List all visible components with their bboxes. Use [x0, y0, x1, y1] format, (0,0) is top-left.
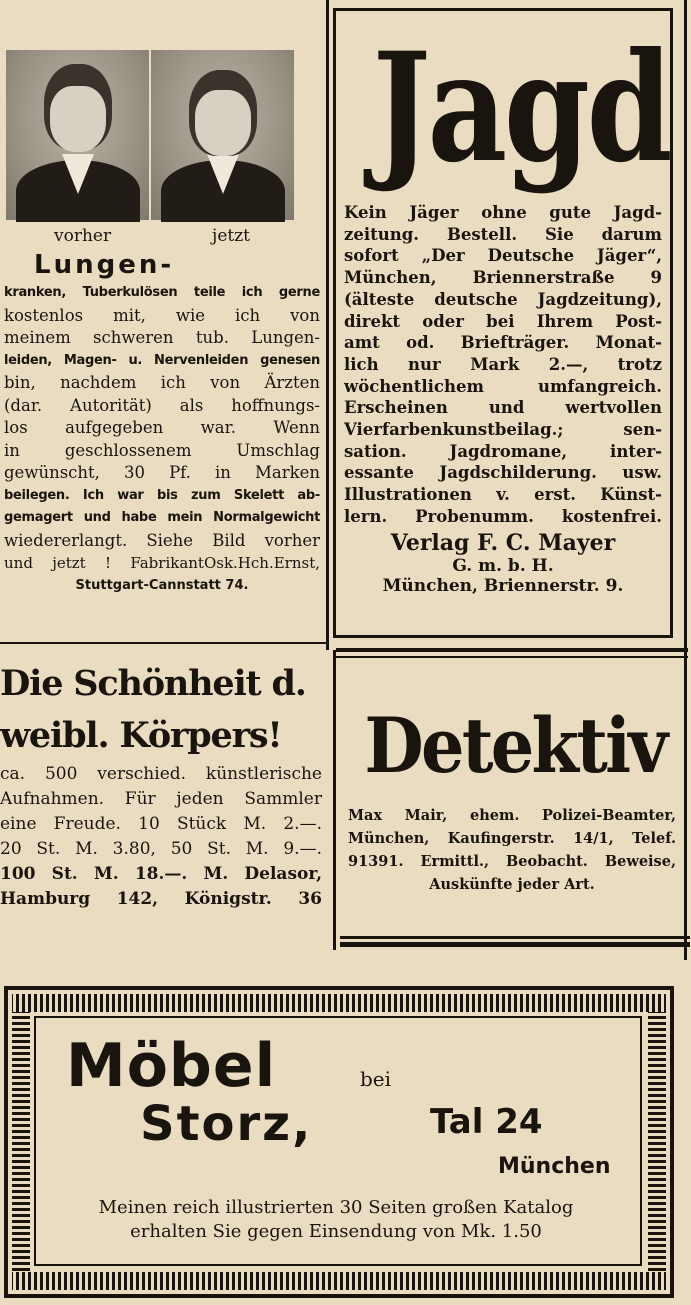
jagd-line: sofort „Der Deutsche Jäger“, — [344, 246, 662, 266]
jagd-line: amt od. Briefträger. Monat- — [344, 333, 662, 353]
jagd-address: München, Briennerstr. 9. — [382, 575, 624, 596]
jagd-line: Vierfarbenkunstbeilag.; sen- — [344, 420, 662, 440]
jagd-line: lern. Probenumm. kostenfrei. — [344, 506, 662, 526]
schoenheit-title-line: Die Schönheit d. — [0, 663, 306, 704]
moebel-headline: Möbel — [66, 1031, 277, 1101]
lungen-line: bin, nachdem ich von Ärzten — [4, 373, 320, 392]
jagd-line: essante Jagdschilderung. usw. — [344, 463, 662, 483]
detektiv-line: Auskünfte jeder Art. — [429, 876, 595, 893]
schoenheit-line: Aufnahmen. Für jeden Sammler — [0, 789, 322, 809]
vertical-column-rule-lower — [333, 650, 336, 950]
lungen-title: Lungen- — [34, 250, 175, 280]
schoenheit-line: 100 St. M. 18.—. M. Delasor, — [0, 864, 322, 884]
lungen-ad — [0, 0, 326, 640]
photo-row — [4, 50, 320, 220]
schoenheit-line: eine Freude. 10 Stück M. 2.—. — [0, 814, 322, 834]
schoenheit-line: ca. 500 verschied. künstlerische — [0, 764, 322, 784]
lungen-line: leiden, Magen- u. Nervenleiden genesen — [4, 352, 320, 368]
moebel-ad — [4, 986, 674, 1298]
photo-before — [6, 50, 149, 220]
detektiv-ad — [342, 668, 682, 938]
moebel-bei: bei — [360, 1067, 392, 1091]
jagd-line: (älteste deutsche Jagdzeitung), — [344, 289, 662, 309]
lungen-line: in geschlossenem Umschlag — [4, 440, 320, 460]
right-edge-rule — [684, 0, 687, 960]
jagd-line: München, Briennerstraße 9 — [344, 268, 662, 288]
lungen-line: und jetzt ! FabrikantOsk.Hch.Ernst, — [4, 554, 320, 572]
moebel-catalog-text — [34, 1196, 638, 1244]
lungen-line: kranken, Tuberkulösen teile ich gerne — [4, 285, 320, 300]
lungen-line: gewünscht, 30 Pf. in Marken — [4, 463, 320, 482]
lungen-line: beilegen. Ich war bis zum Skelett ab- — [4, 487, 320, 503]
jagd-gmbh: G. m. b. H. — [452, 555, 554, 576]
photo-captions — [4, 220, 320, 246]
moebel-catalog-line: Meinen reich illustrierten 30 Seiten großen Katalog — [98, 1197, 574, 1218]
detektiv-title: Detektiv — [364, 701, 666, 790]
lungen-line: kostenlos mit, wie ich von — [4, 305, 320, 325]
lungen-body — [4, 282, 320, 575]
detektiv-line: München, Kaufingerstr. 14/1, Telef. — [348, 830, 676, 847]
schoenheit-ad — [0, 656, 330, 956]
schoenheit-title — [0, 658, 330, 762]
detektiv-bottom-rule-thick — [340, 942, 690, 947]
detektiv-body — [348, 804, 676, 896]
vertical-column-rule — [326, 0, 329, 650]
moebel-name: Storz, — [140, 1096, 313, 1152]
moebel-catalog-line: erhalten Sie gegen Einsendung von Mk. 1.50 — [130, 1221, 542, 1242]
jagd-publisher: Verlag F. C. Mayer — [390, 529, 616, 556]
photo-after — [151, 50, 294, 220]
moebel-street: Tal 24 — [430, 1102, 543, 1142]
jagd-line: Kein Jäger ohne gute Jagd- — [344, 203, 662, 222]
jagd-line: zeitung. Bestell. Sie darum — [344, 224, 662, 244]
caption-after: jetzt — [212, 226, 250, 246]
detektiv-line: Max Mair, ehem. Polizei-Beamter, — [348, 807, 676, 824]
caption-before: vorher — [54, 226, 112, 246]
jagd-body — [344, 202, 662, 528]
jagd-line: Erscheinen und wertvollen — [344, 398, 662, 418]
jagd-title: Jagd — [372, 20, 670, 196]
detektiv-top-rule — [336, 648, 688, 652]
lungen-line: (dar. Autorität) als hoffnungs- — [4, 395, 320, 415]
schoenheit-line: Hamburg 142, Königstr. 36 — [0, 889, 322, 909]
jagd-line: direkt oder bei Ihrem Post- — [344, 311, 662, 331]
detektiv-line: 91391. Ermittl., Beobacht. Beweise, — [348, 853, 676, 870]
jagd-line: lich nur Mark 2.—, trotz — [344, 354, 662, 374]
moebel-city: München — [498, 1154, 611, 1179]
lungen-line: los aufgegeben war. Wenn — [4, 418, 320, 437]
lungen-line: wiedererlangt. Siehe Bild vorher — [4, 530, 320, 550]
schoenheit-title-line: weibl. Körpers! — [0, 715, 282, 756]
schoenheit-line: 20 St. M. 3.80, 50 St. M. 9.—. — [0, 839, 322, 859]
jagd-line: sation. Jagdromane, inter- — [344, 441, 662, 461]
lungen-line: meinem schweren tub. Lungen- — [4, 328, 320, 347]
lungen-bottom-rule — [0, 642, 329, 644]
jagd-line: Illustrationen v. erst. Künst- — [344, 485, 662, 505]
detektiv-top-rule-thin — [336, 656, 688, 658]
schoenheit-body — [0, 762, 330, 912]
jagd-line: wöchentlichem umfangreich. — [344, 376, 662, 396]
lungen-line: gemagert und habe mein Normalgewicht — [4, 510, 320, 525]
jagd-ad — [333, 8, 673, 638]
lungen-address: Stuttgart-Cannstatt 74. — [75, 577, 249, 593]
